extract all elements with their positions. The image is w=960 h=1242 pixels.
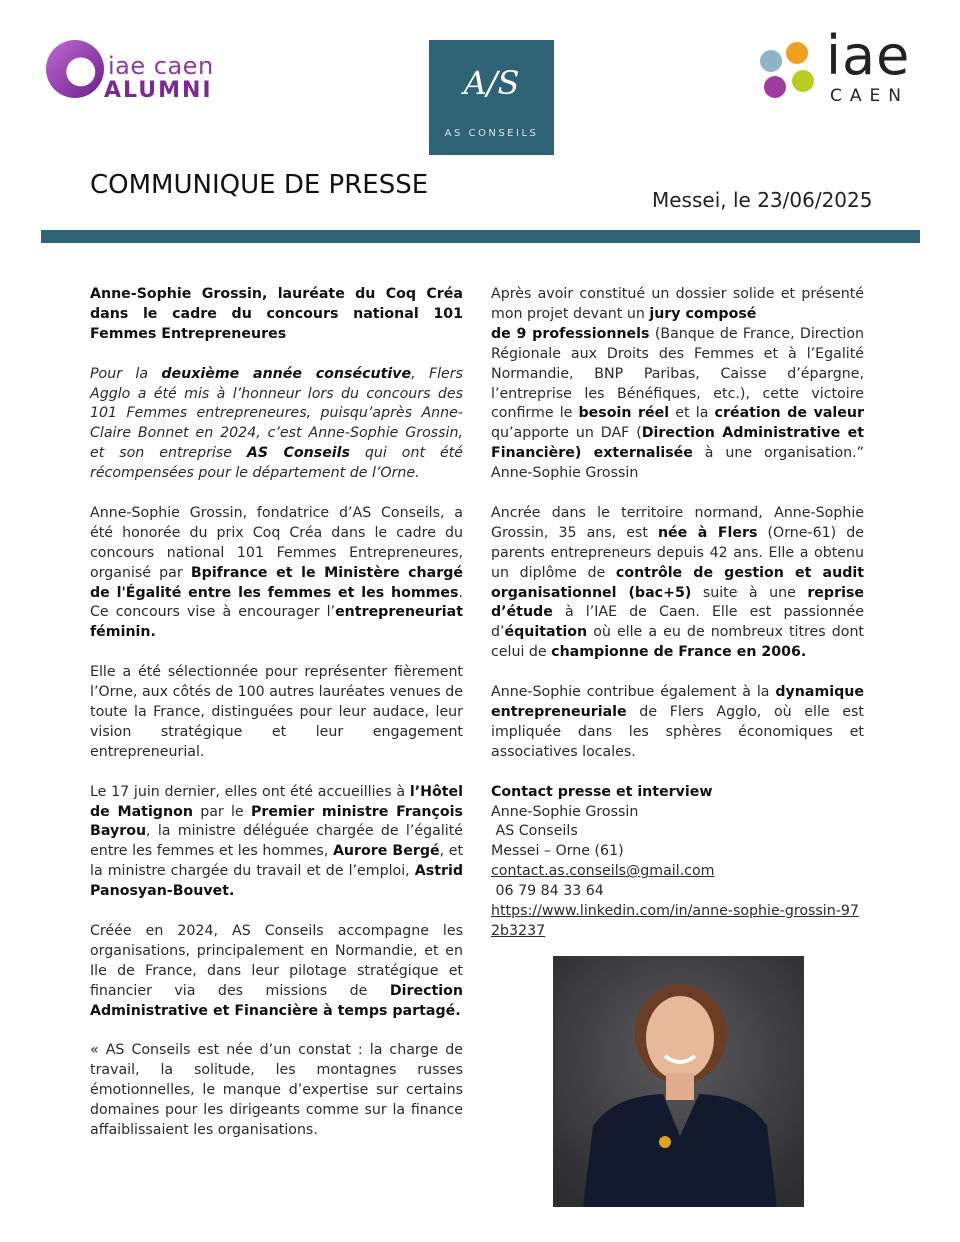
iae-caen-logo: [758, 24, 923, 110]
selection-paragraph: Elle a été sélectionnée pour représenter fièrement l’Orne, aux côtés de 100 autres lauréates venues de toute la France, distinguées pour leur audace, leur vision stratégique et leur engagement entrepreneurial.: [90, 664, 463, 760]
swirl-icon: [46, 40, 104, 98]
company-paragraph: Créée en 2024, AS Conseils accompagne les organisations, principalement en Normandie, et en Ile de France, dans leur pilotage stratégique et financier via des missions de Direction Administrative et Financière à temps partagé.: [90, 922, 463, 1019]
petal-icon: [792, 70, 814, 92]
petal-icon: [760, 50, 782, 72]
contact-company: AS Conseils: [491, 823, 578, 840]
as-monogram: A/S: [463, 64, 520, 102]
headline: Anne-Sophie Grossin, lauréate du Coq Créa dans le cadre du concours national 101 Femmes Entrepreneures: [90, 286, 463, 342]
intro-paragraph: Pour la deuxième année consécutive, Flers Agglo a été mis à l’honneur lors du concours des 101 Femmes entrepreneures, puisqu’après Anne-Claire Bonnet en 2024, c’est Anne-Sophie Grossin, et son entreprise AS Conseils qui ont été récompensées pour le département de l’Orne.: [90, 365, 464, 482]
caen-word: CAEN: [830, 86, 909, 106]
contact-location: Messei – Orne (61): [491, 843, 624, 860]
right-column: [491, 285, 864, 942]
portrait-photo: [553, 956, 804, 1207]
quote-paragraph: « AS Conseils est née d’un constat : la charge de travail, la solitude, les montagnes russes émotionnelles, le manque d’expertise sur certains domaines pour les dirigeants comme sur la finance affaiblissaient les organisations.: [90, 1042, 463, 1138]
jury-paragraph: Après avoir constitué un dossier solide et présenté mon projet devant un jury composé de 9 professionnels (Banque de France, Direction Régionale aux Droits des Femmes et à l’Egalité Normandie, BNP Paribas, Caisse d’épargne, l’entreprise les Bénéfiques, etc.), cette victoire confirme le besoin réel et la création de valeur qu’apporte un DAF (Direction Administrative et Financière) externalisée à une organisation.” Anne-Sophie Grossin: [491, 286, 865, 482]
engagement-paragraph: Anne-Sophie contribue également à la dynamique entrepreneuriale de Flers Agglo, où elle est impliquée dans les sphères économiques et associatives locales.: [491, 684, 864, 760]
petal-icon: [786, 42, 808, 64]
logo-left-bottom-text: ALUMNI: [104, 78, 213, 103]
portrait-illustration: [553, 956, 804, 1207]
page-title: COMMUNIQUE DE PRESSE: [90, 170, 429, 200]
biography-paragraph: Ancrée dans le territoire normand, Anne-Sophie Grossin, 35 ans, est née à Flers (Orne-61) de parents entrepreneurs depuis 42 ans. Elle a obtenu un diplôme de contrôle de gestion et audit organisationnel (bac+5) suite à une reprise d’étude à l’IAE de Caen. Elle est passionnée d’équitation où elle a eu de nombreux titres dont celui de championne de France en 2006.: [491, 504, 865, 661]
prize-paragraph: Anne-Sophie Grossin, fondatrice d’AS Conseils, a été honorée du prix Coq Créa dans le cadre du concours national 101 Femmes Entrepreneures, organisé par Bpifrance et le Ministère chargé de l'Égalité entre les femmes et les hommes. Ce concours vise à encourager l’entrepreneuriat féminin.: [90, 504, 463, 641]
iae-caen-alumni-logo: [46, 40, 221, 106]
logo-left-top-text: iae caen: [108, 52, 214, 80]
header-divider: [41, 230, 920, 243]
contact-phone: 06 79 84 33 64: [491, 883, 604, 900]
iae-word: iae: [826, 24, 911, 87]
contact-email-link[interactable]: contact.as.conseils@gmail.com: [491, 863, 715, 880]
dateline: Messei, le 23/06/2025: [652, 188, 873, 212]
contact-block: [491, 783, 864, 942]
as-conseils-logo: [429, 40, 554, 155]
matignon-paragraph: Le 17 juin dernier, elles ont été accueillies à l’Hôtel de Matignon par le Premier ministre François Bayrou, la ministre déléguée chargée de l’égalité entre les femmes et les hommes, Aurore Bergé, et la ministre chargée du travail et de l’emploi, Astrid Panosyan-Bouvet.: [90, 783, 464, 900]
left-column: [90, 285, 463, 1161]
linkedin-link[interactable]: https://www.linkedin.com/in/anne-sophie-grossin-972b3237: [491, 903, 859, 939]
contact-heading: Contact presse et interview: [491, 783, 713, 800]
as-conseils-logo-text: AS CONSEILS: [444, 128, 539, 139]
contact-name: Anne-Sophie Grossin: [491, 803, 639, 820]
petal-icon: [764, 76, 786, 98]
